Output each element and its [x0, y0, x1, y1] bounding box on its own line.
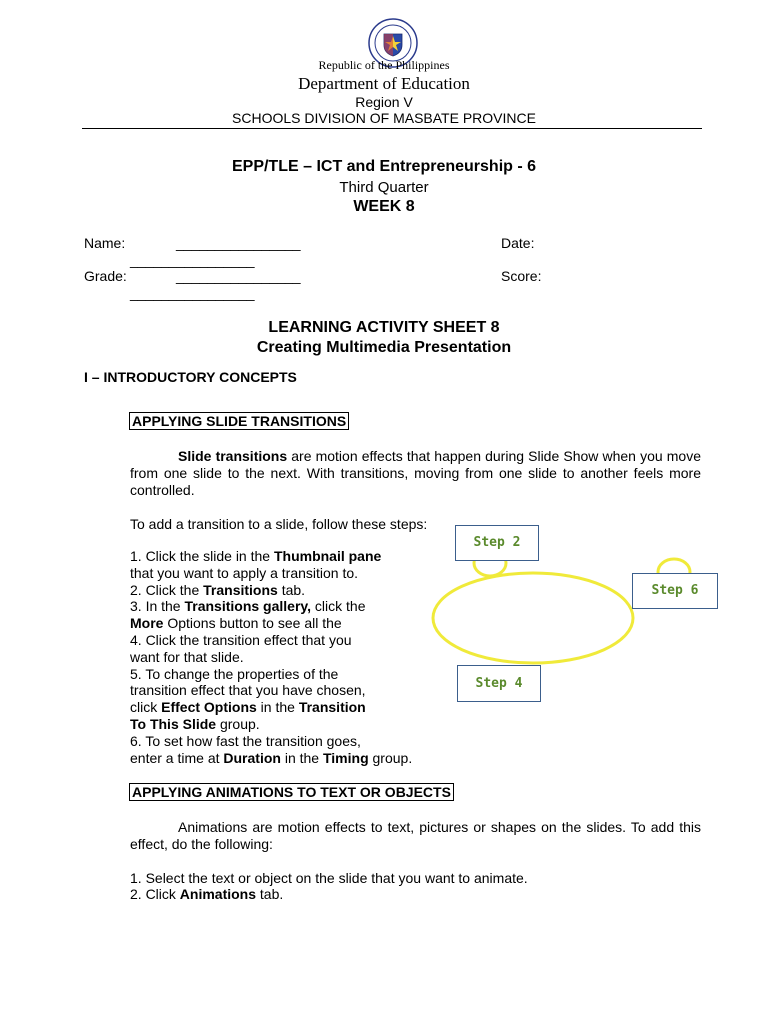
grade-line[interactable]: ________________	[176, 268, 301, 284]
list-item: More Options button to see all the	[130, 615, 342, 632]
header-divider	[82, 128, 702, 129]
animations-intro	[130, 819, 701, 853]
animations-heading-text: APPLYING ANIMATIONS TO TEXT OR OBJECTS	[129, 783, 454, 801]
list-item: 3. In the Transitions gallery, click the	[130, 598, 366, 615]
animations-step-2: 2. Click Animations tab.	[130, 886, 284, 902]
week-label: WEEK 8	[353, 198, 415, 215]
list-item: enter a time at Duration in the Timing group.	[130, 749, 413, 766]
name-line-continued[interactable]: ________________	[130, 252, 255, 268]
sheet-subtitle: Creating Multimedia Presentation	[256, 339, 512, 356]
step6-callout: Step 6	[632, 573, 718, 609]
transitions-intro-text: are motion effects that happen during Slide Show when you move from one slide to the next. With transitions, moving from one slide to another feels more controlled.	[130, 448, 701, 498]
transitions-intro	[130, 448, 701, 499]
quarter-label: Third Quarter	[339, 179, 429, 196]
region-name: Region V	[355, 94, 413, 110]
large-ring	[433, 573, 633, 663]
list-item: want for that slide.	[130, 648, 244, 665]
score-label: Score:	[501, 268, 542, 284]
list-item: 4. Click the transition effect that you	[130, 631, 352, 648]
step4-callout: Step 4	[457, 665, 541, 702]
list-item: that you want to apply a transition to.	[130, 564, 359, 581]
name-line[interactable]: ________________	[176, 235, 301, 251]
department-name: Department of Education	[298, 74, 470, 93]
animations-heading	[129, 784, 454, 800]
animations-intro-text: Animations are motion effects to text, pictures or shapes on the slides. To add this effect, do the following:	[130, 819, 701, 852]
name-label: Name:	[84, 235, 126, 251]
transitions-steps-list	[130, 548, 413, 766]
section-heading-intro: I – INTRODUCTORY CONCEPTS	[84, 369, 297, 385]
sheet-title: LEARNING ACTIVITY SHEET 8	[268, 319, 500, 336]
division-name: SCHOOLS DIVISION OF MASBATE PROVINCE	[232, 110, 536, 126]
list-item: 5. To change the properties of the	[130, 665, 339, 682]
date-label: Date:	[501, 235, 535, 251]
list-item: 2. Click the Transitions tab.	[130, 581, 306, 598]
transitions-heading-text: APPLYING SLIDE TRANSITIONS	[129, 412, 349, 430]
animations-step-1: 1. Select the text or object on the slide that you want to animate.	[130, 870, 528, 886]
list-item: 6. To set how fast the transition goes,	[130, 732, 361, 749]
list-item: click Effect Options in the Transition	[130, 699, 366, 716]
transitions-steps-lead: To add a transition to a slide, follow these steps:	[130, 516, 428, 532]
list-item: To This Slide group.	[130, 715, 260, 732]
grade-line-continued[interactable]: ________________	[130, 285, 255, 301]
step2-callout: Step 2	[455, 525, 539, 561]
list-item: 1. Click the slide in the Thumbnail pane	[130, 548, 382, 564]
country-name: Republic of the Philippines	[318, 58, 450, 72]
term-slide-transitions: Slide transitions	[178, 448, 288, 464]
list-item: transition effect that you have chosen,	[130, 682, 366, 699]
transitions-heading	[129, 413, 349, 429]
subject-title: EPP/TLE – ICT and Entrepreneurship - 6	[231, 158, 537, 175]
grade-label: Grade:	[84, 268, 127, 284]
